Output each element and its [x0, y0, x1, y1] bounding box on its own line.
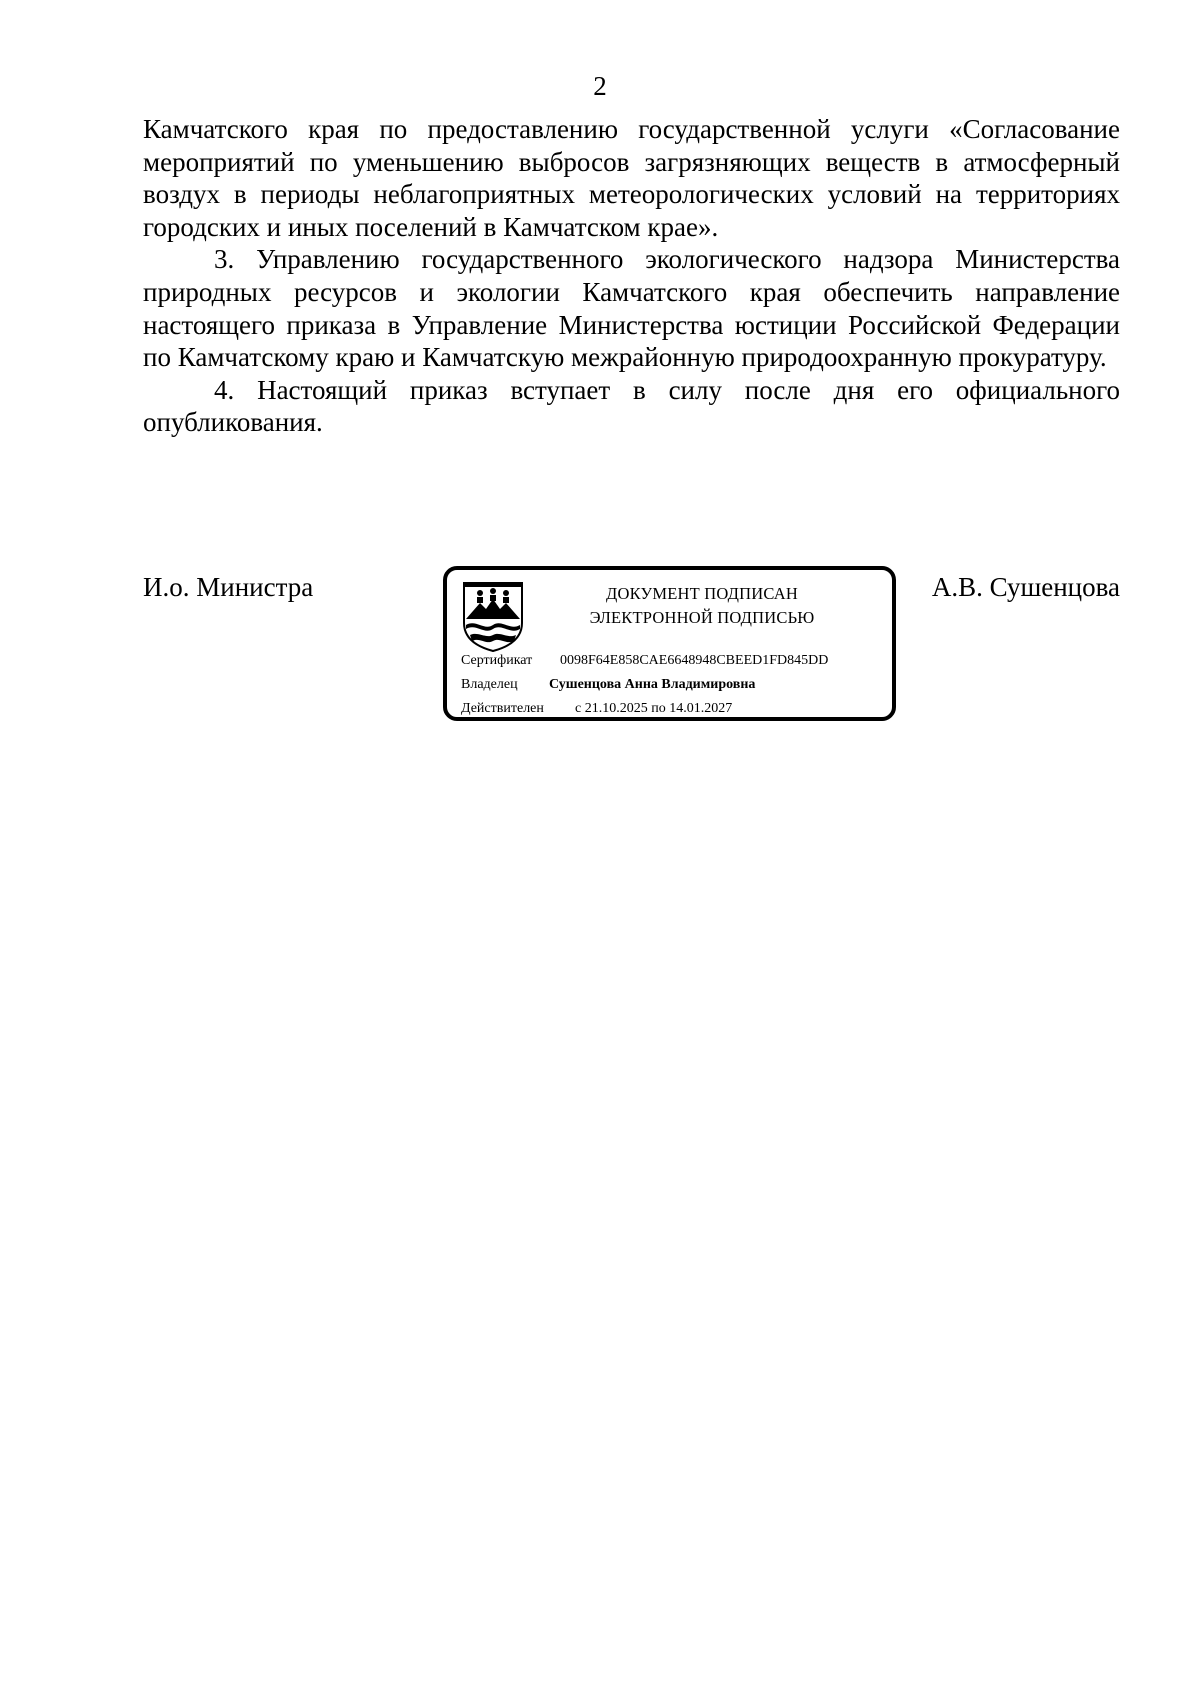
stamp-title-line-1: ДОКУМЕНТ ПОДПИСАН — [606, 584, 798, 603]
stamp-validity-row — [461, 700, 733, 718]
paragraph-continuation: Камчатского края по предоставлению государственной услуги «Согласование мероприятий по уменьшению выбросов загрязняющих веществ в атмосферный воздух в периоды неблагоприятных метеорологических условий на территориях городских и иных поселений в Камчатском крае». — [143, 114, 1120, 242]
paragraph-item-3: 3. Управлению государственного экологического надзора Министерства природных ресурсов и экологии Камчатского края обеспечить направление настоящего приказа в Управление Министерства юстиции Российской Федерации по Камчатскому краю и Камчатскую межрайонную природоохранную прокуратуру. — [143, 244, 1120, 373]
signer-name: А.В. Сушенцова — [931, 572, 1120, 602]
document-body — [143, 113, 1120, 439]
certificate-value: 0098F64E858CAE6648948CBEED1FD845DD — [560, 653, 829, 668]
stamp-owner-row — [461, 676, 756, 694]
kamchatka-coat-of-arms-icon — [460, 579, 526, 653]
stamp-title-line-2: ЭЛЕКТРОННОЙ ПОДПИСЬЮ — [589, 608, 815, 627]
electronic-signature-stamp — [443, 566, 896, 721]
validity-value: с 21.10.2025 по 14.01.2027 — [575, 701, 733, 716]
owner-value: Сушенцова Анна Владимировна — [549, 677, 756, 692]
validity-label: Действителен — [461, 701, 544, 716]
stamp-certificate-row — [461, 652, 829, 670]
paragraph-item-4: 4. Настоящий приказ вступает в силу после дня его официального опубликования. — [143, 374, 1120, 438]
certificate-label: Сертификат — [461, 653, 533, 668]
owner-label: Владелец — [461, 677, 518, 692]
stamp-title — [537, 582, 867, 630]
signer-position: И.о. Министра — [143, 572, 314, 602]
page-number: 2 — [593, 71, 607, 101]
